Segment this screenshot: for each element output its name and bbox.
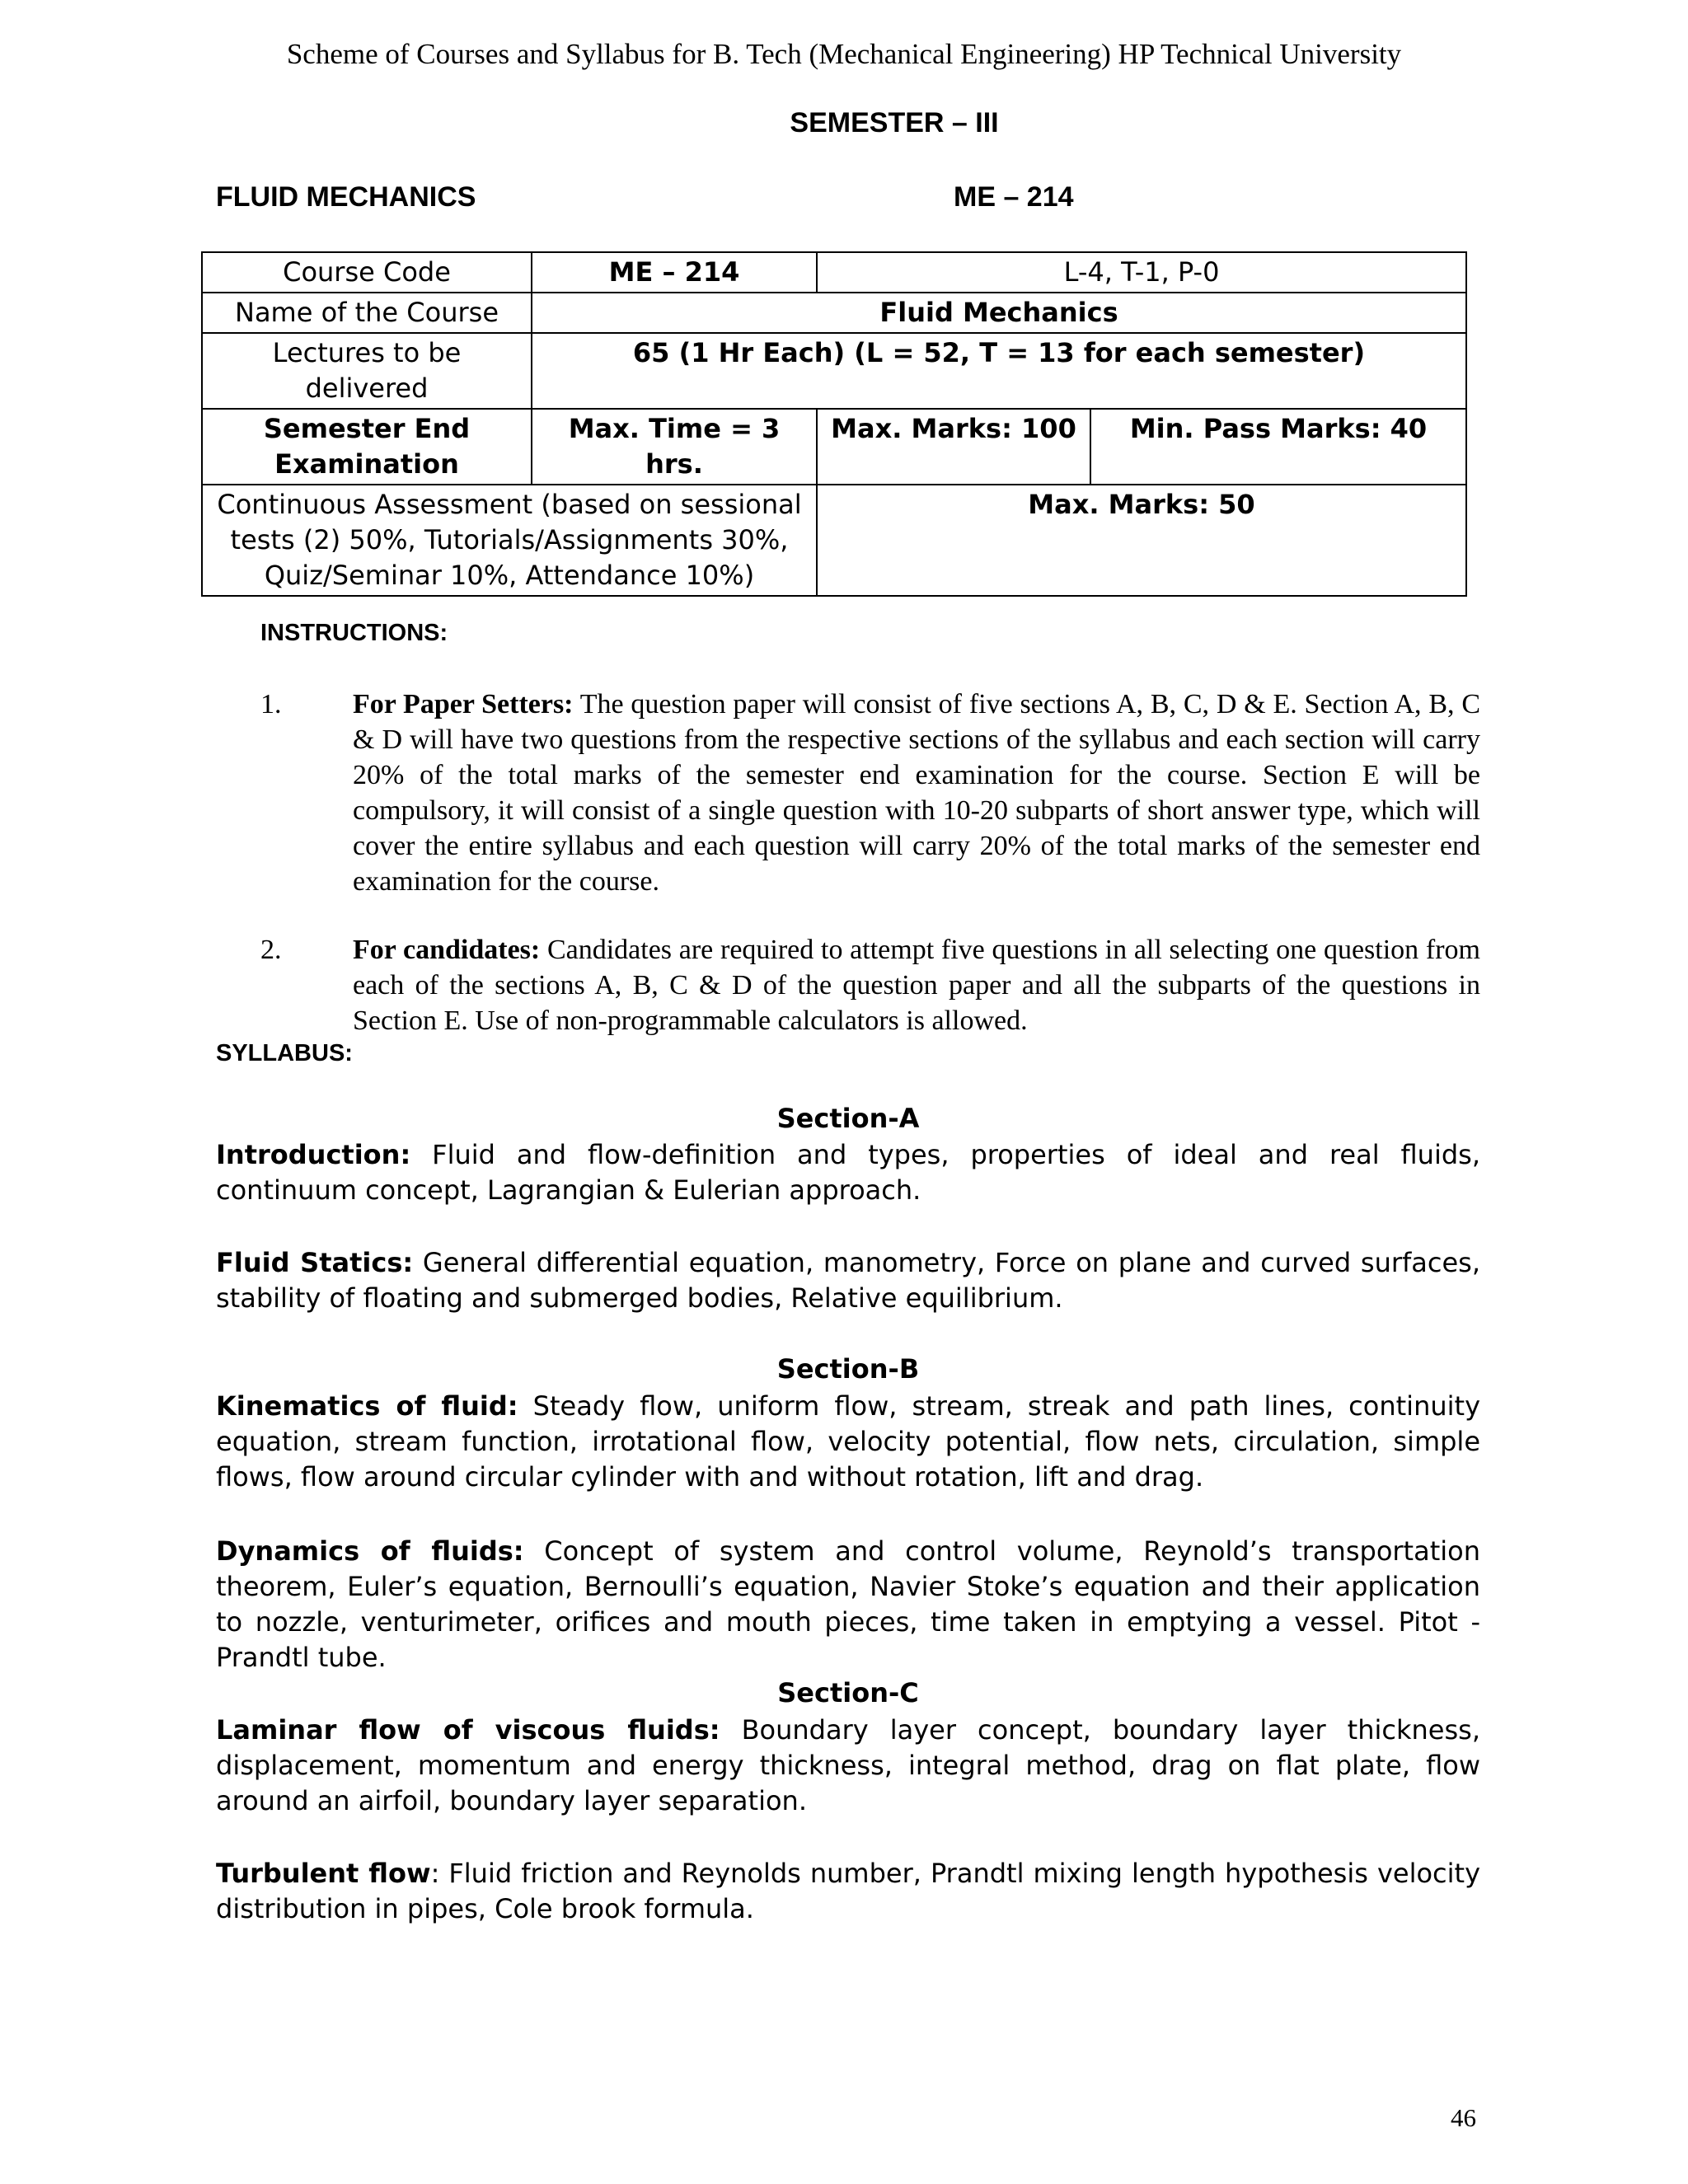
table-cell-value: L-4, T-1, P-0 [817, 252, 1466, 293]
topic-text: Steady flow, uniform flow, stream, streak and path lines, continuity equation, stream function, irrotational flow, velocity potential, flow nets, circulation, simple flows, flow around circular cylinder with and without rotation, lift and drag. [216, 1390, 1481, 1493]
page-number: 46 [1451, 2103, 1476, 2132]
running-header: Scheme of Courses and Syllabus for B. Tech (Mechanical Engineering) HP Technical University [286, 38, 1402, 70]
instruction-text: The question paper will consist of five sections A, B, C, D & E. Section A, B, C & D will have two questions from the respective sections of the syllabus and each section will carry 20% of the total marks of the semester end examination for the course. Section E will be compulsory, it will consist of a single question with 10-20 subparts of short answer type, which will cover the entire syllabus and each question will carry 20% of the total marks of the semester end examination for the course. [353, 689, 1480, 897]
syllabus-topic [216, 1856, 1480, 1927]
topic-text: Fluid and flow-definition and types, properties of ideal and real fluids, continuum concept, Lagrangian & Eulerian approach. [216, 1139, 1480, 1206]
topic-title: Kinematics of fluid: [216, 1390, 518, 1422]
syllabus-topic [216, 1245, 1480, 1316]
semester-heading: SEMESTER – III [790, 107, 999, 138]
topic-text: : Fluid friction and Reynolds number, Prandtl mixing length hypothesis velocity distribution in pipes, Cole brook formula. [216, 1858, 1481, 1924]
syllabus-label: SYLLABUS: [216, 1040, 353, 1066]
table-cell-label: Course Code [202, 252, 532, 293]
instruction-item [353, 932, 1480, 1038]
topic-title: Turbulent flow [216, 1858, 431, 1889]
course-code-heading: ME – 214 [954, 181, 1074, 213]
topic-text: Boundary layer concept, boundary layer thickness, displacement, momentum and energy thickness, integral method, drag on flat plate, flow around an airfoil, boundary layer separation. [216, 1714, 1480, 1816]
table-cell-value: Max. Time = 3 hrs. [532, 409, 817, 485]
table-cell-label: Continuous Assessment (based on sessional tests (2) 50%, Tutorials/Assignments 30%, Quiz/Seminar 10%, Attendance 10%) [202, 485, 817, 596]
course-title: FLUID MECHANICS [216, 181, 476, 213]
table-cell-label: Semester End Examination [202, 409, 532, 485]
topic-text: Concept of system and control volume, Reynold’s transportation theorem, Euler’s equation, Bernoulli’s equation, Navier Stoke’s equation and their application to nozzle, venturimeter, orifices and mouth pieces, time taken in emptying a vessel. Pitot - Prandtl tube. [216, 1535, 1481, 1673]
syllabus-topic [216, 1137, 1480, 1208]
instruction-text: Candidates are required to attempt five questions in all selecting one question from each of the sections A, B, C & D of the question paper and all the subparts of the questions in Section E. Use of non-programmable calculators is allowed. [353, 935, 1480, 1036]
table-cell-value: 65 (1 Hr Each) (L = 52, T = 13 for each semester) [532, 333, 1466, 409]
table-row [202, 293, 1466, 333]
syllabus-topic [216, 1534, 1480, 1675]
table-row [202, 333, 1466, 409]
table-cell-value: Max. Marks: 100 [817, 409, 1090, 485]
syllabus-topic [216, 1389, 1480, 1495]
table-cell-value: Min. Pass Marks: 40 [1090, 409, 1466, 485]
course-info-table [201, 251, 1467, 597]
topic-text: General differential equation, manometry, Force on plane and curved surfaces, stability of floating and submerged bodies, Relative equilibrium. [216, 1247, 1481, 1314]
section-heading: Section-B [776, 1353, 920, 1385]
table-cell-value: Max. Marks: 50 [817, 485, 1466, 596]
instruction-number: 1. [260, 689, 282, 719]
section-heading: Section-A [776, 1103, 920, 1134]
instructions-title: INSTRUCTIONS: [260, 620, 448, 646]
syllabus-topic [216, 1713, 1480, 1819]
table-row [202, 485, 1466, 596]
instruction-lead: For Paper Setters: [353, 689, 574, 719]
instruction-number: 2. [260, 935, 282, 965]
topic-title: Fluid Statics: [216, 1247, 414, 1278]
table-cell-value: ME – 214 [532, 252, 817, 293]
table-row [202, 409, 1466, 485]
topic-title: Laminar flow of viscous fluids: [216, 1714, 720, 1746]
topic-title: Introduction: [216, 1139, 411, 1170]
instruction-lead: For candidates: [353, 935, 541, 965]
topic-title: Dynamics of fluids: [216, 1535, 524, 1567]
table-row [202, 252, 1466, 293]
table-cell-label: Name of the Course [202, 293, 532, 333]
instruction-item [353, 687, 1480, 899]
table-cell-value: Fluid Mechanics [532, 293, 1466, 333]
table-cell-label: Lectures to be delivered [202, 333, 532, 409]
section-heading: Section-C [777, 1677, 919, 1708]
